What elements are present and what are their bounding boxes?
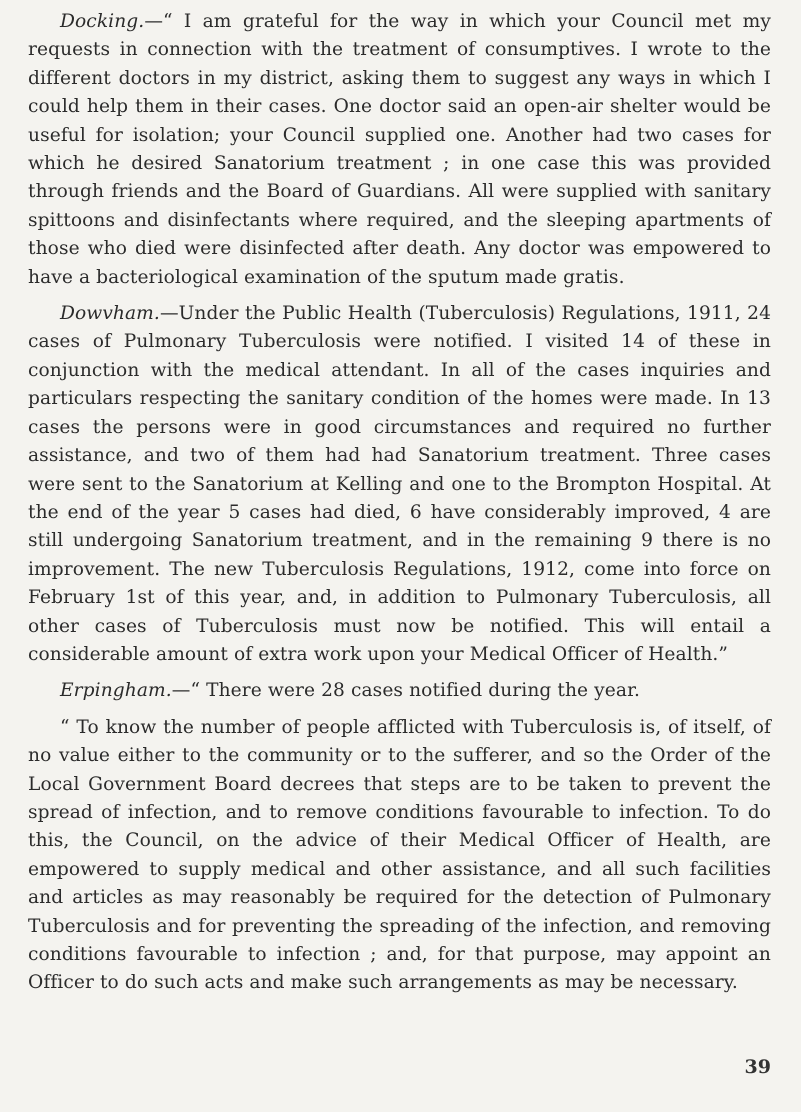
paragraph-text: —Under the Public Health (Tuberculosis) Regulations, 1911, 24 cases of Pulmonary Tuberculosis were notified. I visited 14 of these in conjunction with the medical attendant. In all of the cases inquiries and particulars respecting the sanitary condition of the homes were made. In 13 cases the persons were in good circumstances and required no further assistance, and two of them had had Sanatorium treatment. Three cases were sent to the Sanatorium at Kelling and one to the Brompton Hospital. At the end of the year 5 cases had died, 6 have considerably improved, 4 are still undergoing Sanatorium treatment, and in the remaining 9 there is no improvement. The new Tuberculosis Regulations, 1912, come into force on February 1st of this year, and, in addition to Pulmonary Tuberculosis, all other cases of Tuberculosis must now be notified. This will entail a considerable amount of extra work upon your Medical Officer of Health.” xyxy=(28,303,771,665)
paragraph-text: —“ I am grateful for the way in which your Council met my requests in connection with the treatment of consumptives. I wrote to the different doctors in my district, asking them to suggest any ways in which I could help them in their cases. One doctor said an open-air shelter would be useful for isolation; your Council supplied one. Another had two cases for which he desired Sanatorium treatment ; in one case this was provided through friends and the Board of Guardians. All were supplied with sanitary spittoons and disinfectants where required, and the sleeping apartments of those who died were disinfected after death. Any doctor was empowered to have a bacteriological examination of the sputum made gratis. xyxy=(28,11,771,288)
paragraph-erpingham-quote xyxy=(28,714,771,998)
paragraph-lead: Dowvham. xyxy=(60,303,160,325)
paragraph-erpingham xyxy=(28,677,771,705)
paragraph-lead: Erpingham. xyxy=(60,680,172,702)
paragraph-docking xyxy=(28,8,771,292)
paragraph-dowvham xyxy=(28,300,771,669)
paragraph-text: “ To know the number of people afflicted with Tuberculosis is, of itself, of no value either to the community or to the sufferer, and so the Order of the Local Government Board decrees that steps are to be taken to prevent the spread of infection, and to remove conditions favourable to infection. To do this, the Council, on the advice of their Medical Officer of Health, are empowered to supply medical and other assistance, and all such facilities and articles as may reasonably be required for the detection of Pulmonary Tuberculosis and for preventing the spreading of the infection, and removing conditions favourable to infection ; and, for that purpose, may appoint an Officer to do such acts and make such arrangements as may be necessary. xyxy=(28,716,771,994)
page-number: 39 xyxy=(744,1056,771,1078)
paragraph-text: —“ There were 28 cases notified during the year. xyxy=(171,680,641,702)
paragraph-lead: Docking. xyxy=(60,11,145,32)
